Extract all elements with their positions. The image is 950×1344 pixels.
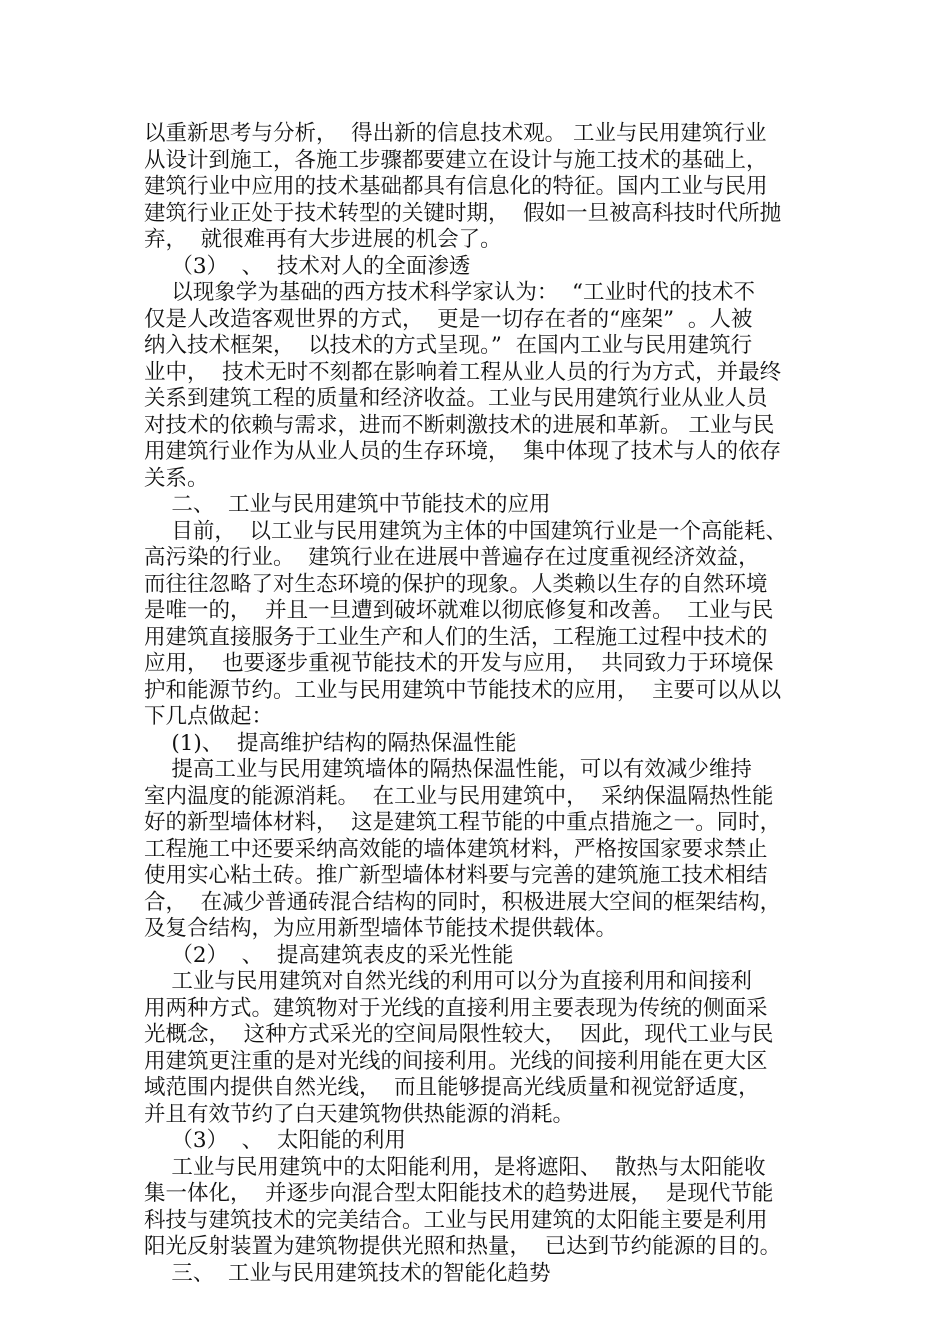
text-line: 建筑行业正处于技术转型的关键时期， 假如一旦被高科技时代所抛 bbox=[144, 200, 782, 226]
text-line: 好的新型墙体材料， 这是建筑工程节能的中重点措施之一。同时， bbox=[144, 810, 782, 835]
text-line: 工业与民用建筑对自然光线的利用可以分为直接利用和间接利 bbox=[144, 969, 752, 994]
text-line: 关系到建筑工程的质量和经济收益。工业与民用建筑行业从业人员 bbox=[144, 386, 768, 411]
text-line: 域范围内提供自然光线， 而且能够提高光线质量和视觉舒适度， bbox=[144, 1075, 760, 1100]
text-line: 用两种方式。建筑物对于光线的直接利用主要表现为传统的侧面采 bbox=[144, 995, 768, 1021]
text-line: 以现象学为基础的西方技术科学家认为： “工业时代的技术不 bbox=[144, 280, 755, 305]
text-line: 合， 在减少普通砖混合结构的同时，积极进展大空间的框架结构， bbox=[144, 889, 782, 915]
text-line: 高污染的行业。 建筑行业在进展中普遍存在过度重视经济效益， bbox=[144, 545, 760, 570]
text-line: 对技术的依赖与需求，进而不断刺激技术的进展和革新。 工业与民 bbox=[144, 412, 775, 438]
text-line: 以重新思考与分析， 得出新的信息技术观。 工业与民用建筑行业 bbox=[144, 121, 767, 146]
text-line: 护和能源节约。工业与民用建筑中节能技术的应用， 主要可以从以 bbox=[144, 677, 782, 703]
section-heading: 二、 工业与民用建筑中节能技术的应用 bbox=[144, 492, 551, 517]
text-line: 工程施工中还要采纳高效能的墙体建筑材料，严格按国家要求禁止 bbox=[144, 836, 768, 862]
text-line: 用建筑直接服务于工业生产和人们的生活，工程施工过程中技术的 bbox=[144, 624, 768, 650]
text-line: 而往往忽略了对生态环境的保护的现象。人类赖以生存的自然环境 bbox=[144, 571, 768, 597]
text-line: 使用实心粘土砖。推广新型墙体材料要与完善的建筑施工技术相结 bbox=[144, 863, 768, 888]
text-line: 关系。 bbox=[144, 465, 209, 491]
text-line: 室内温度的能源消耗。 在工业与民用建筑中， 采纳保温隔热性能 bbox=[144, 783, 774, 809]
text-line: 下几点做起： bbox=[144, 704, 274, 729]
text-line: 是唯一的， 并且一旦遭到破坏就难以彻底修复和改善。 工业与民 bbox=[144, 598, 774, 623]
text-line: 纳入技术框架， 以技术的方式呈现。” 在国内工业与民用建筑行 bbox=[144, 333, 753, 358]
text-line: 弃， 就很难再有大步进展的机会了。 bbox=[144, 227, 502, 252]
text-line: 应用， 也要逐步重视节能技术的开发与应用， 共同致力于环境保 bbox=[144, 651, 774, 676]
document-body bbox=[144, 121, 834, 1287]
text-line: 科技与建筑技术的完美结合。工业与民用建筑的太阳能主要是利用 bbox=[144, 1207, 768, 1233]
text-line: 用建筑行业作为从业人员的生存环境， 集中体现了技术与人的依存 bbox=[144, 439, 782, 464]
text-line: 建筑行业中应用的技术基础都具有信息化的特征。国内工业与民用 bbox=[144, 174, 768, 199]
text-line: 目前， 以工业与民用建筑为主体的中国建筑行业是一个高能耗、 bbox=[144, 518, 788, 544]
text-line: 及复合结构，为应用新型墙体节能技术提供载体。 bbox=[144, 916, 618, 941]
section-heading: （3） 、 太阳能的利用 bbox=[144, 1128, 406, 1153]
text-line: 提高工业与民用建筑墙体的隔热保温性能，可以有效减少维持 bbox=[144, 757, 752, 782]
text-line: 集一体化， 并逐步向混合型太阳能技术的趋势进展， 是现代节能 bbox=[144, 1181, 774, 1206]
section-heading: 三、 工业与民用建筑技术的智能化趋势 bbox=[144, 1260, 551, 1286]
text-line: 仅是人改造客观世界的方式， 更是一切存在者的“座架” 。人被 bbox=[144, 306, 753, 332]
text-line: 并且有效节约了白天建筑物供热能源的消耗。 bbox=[144, 1101, 575, 1127]
text-line: 从设计到施工，各施工步骤都要建立在设计与施工技术的基础上， bbox=[144, 147, 768, 173]
section-heading: （3） 、 技术对人的全面渗透 bbox=[144, 253, 471, 279]
text-line: 光概念， 这种方式采光的空间局限性较大， 因此，现代工业与民 bbox=[144, 1022, 774, 1047]
text-line: 工业与民用建筑中的太阳能利用，是将遮阳、 散热与太阳能收 bbox=[144, 1154, 766, 1180]
section-heading: (1)、 提高维护结构的隔热保温性能 bbox=[144, 730, 517, 756]
section-heading: （2） 、 提高建筑表皮的采光性能 bbox=[144, 942, 514, 968]
text-line: 用建筑更注重的是对光线的间接利用。光线的间接利用能在更大区 bbox=[144, 1048, 768, 1074]
text-line: 业中， 技术无时不刻都在影响着工程从业人员的行为方式，并最终 bbox=[144, 359, 782, 385]
text-line: 阳光反射装置为建筑物提供光照和热量， 已达到节约能源的目的。 bbox=[144, 1234, 782, 1259]
